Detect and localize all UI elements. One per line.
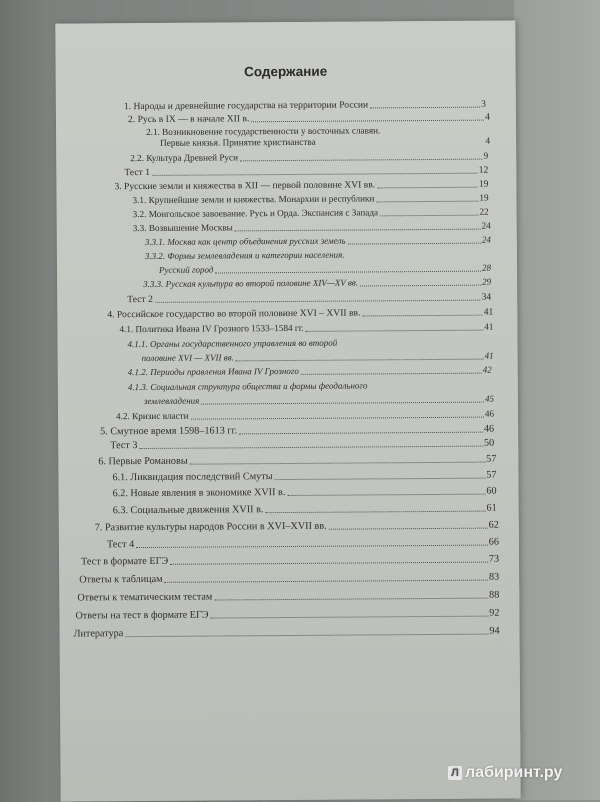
toc-entry: 3.2. Монгольское завоевание. Русь и Орда. Экспансия с Запада 22 [132, 206, 489, 220]
toc-entry: 6.1. Ликвидация последствий Смуты 57 [112, 469, 497, 484]
toc-entry: 4.1.1. Органы государственного управления во второй [127, 337, 338, 350]
watermark [448, 764, 562, 782]
toc-entry: половине XVI — XVII вв. 41 [141, 350, 494, 364]
toc-entry: 5. Смутное время 1598–1613 гг. 46 [100, 423, 495, 438]
toc-entry: 3.3.1. Москва как центр объединения русских земель 24 [144, 234, 491, 247]
toc-entry: 3.1. Крупнейшие земли и княжества. Монархии и республики 19 [132, 192, 489, 206]
toc-entry: Тест 3 50 [110, 437, 495, 452]
toc-entry: 4.2. Кризис власти 46 [115, 408, 495, 422]
toc-entry: 6.3. Социальные движения XVII в. 61 [112, 502, 497, 517]
toc-entry: 4.1.2. Периоды правления Ивана IV Грозного 42 [127, 364, 492, 378]
toc-entry: 2.1. Возникновение государственности у восточных славян. [146, 125, 381, 137]
watermark-text: лабиринт.ру [465, 764, 563, 781]
toc-entry: Литература 94 [73, 625, 500, 640]
toc-entry: 4.1. Политика Ивана IV Грозного 1533–1584 гг. 41 [119, 321, 494, 335]
toc-entry: землевладения 45 [143, 393, 494, 407]
book-page [55, 20, 520, 801]
toc-entry: 7. Развитие культуры народов России в XVI–XVII вв. 62 [94, 519, 499, 534]
toc-entry: Ответы к таблицам 83 [79, 571, 500, 586]
toc-entry: Тест в формате ЕГЭ 73 [81, 553, 500, 568]
toc-entry: 2. Русь в IX — в начале XII в. 4 [127, 111, 490, 126]
toc-entry: Тест 2 34 [127, 291, 492, 306]
toc-heading: Содержание [243, 63, 328, 80]
toc-entry: 3.3.2. Формы землевладения и категории населения. [144, 249, 345, 261]
toc-entry: 1. Народы и древнейшие государства на территории России 3 [123, 98, 486, 113]
toc-entry: 6. Первые Романовы 57 [98, 453, 497, 468]
toc-entry: Первые князья. Принятие христианства 4 [160, 135, 491, 148]
toc-entry: Тест 1 12 [124, 164, 489, 179]
toc-entry: 3.3. Возвышение Москвы 24 [132, 220, 491, 234]
adjacent-page [514, 0, 600, 800]
table-of-contents [68, 98, 500, 640]
toc-entry: Ответы на тест в формате ЕГЭ 92 [75, 607, 500, 622]
toc-entry: Русский город 28 [158, 262, 492, 275]
toc-entry: Ответы к тематическим тестам 88 [77, 589, 500, 604]
toc-entry: Тест 4 66 [106, 536, 499, 551]
toc-entry: 4.1.3. Социальная структура общества и формы феодального [127, 380, 368, 393]
toc-entry: 2.2. Культура Древней Руси 9 [130, 150, 489, 164]
toc-entry: 4. Российское государство во второй половине XVI – XVII вв. 41 [107, 306, 494, 321]
toc-entry: 3.3.3. Русская культура во второй половине XIV—XV вв. 29 [143, 276, 492, 290]
labirint-logo-icon: Л [448, 766, 462, 780]
toc-entry: 6.2. Новые явления в экономике XVII в. 60 [112, 485, 497, 500]
toc-entry: 3. Русские земли и княжества в XII — первой половине XVI вв. 19 [114, 178, 489, 193]
